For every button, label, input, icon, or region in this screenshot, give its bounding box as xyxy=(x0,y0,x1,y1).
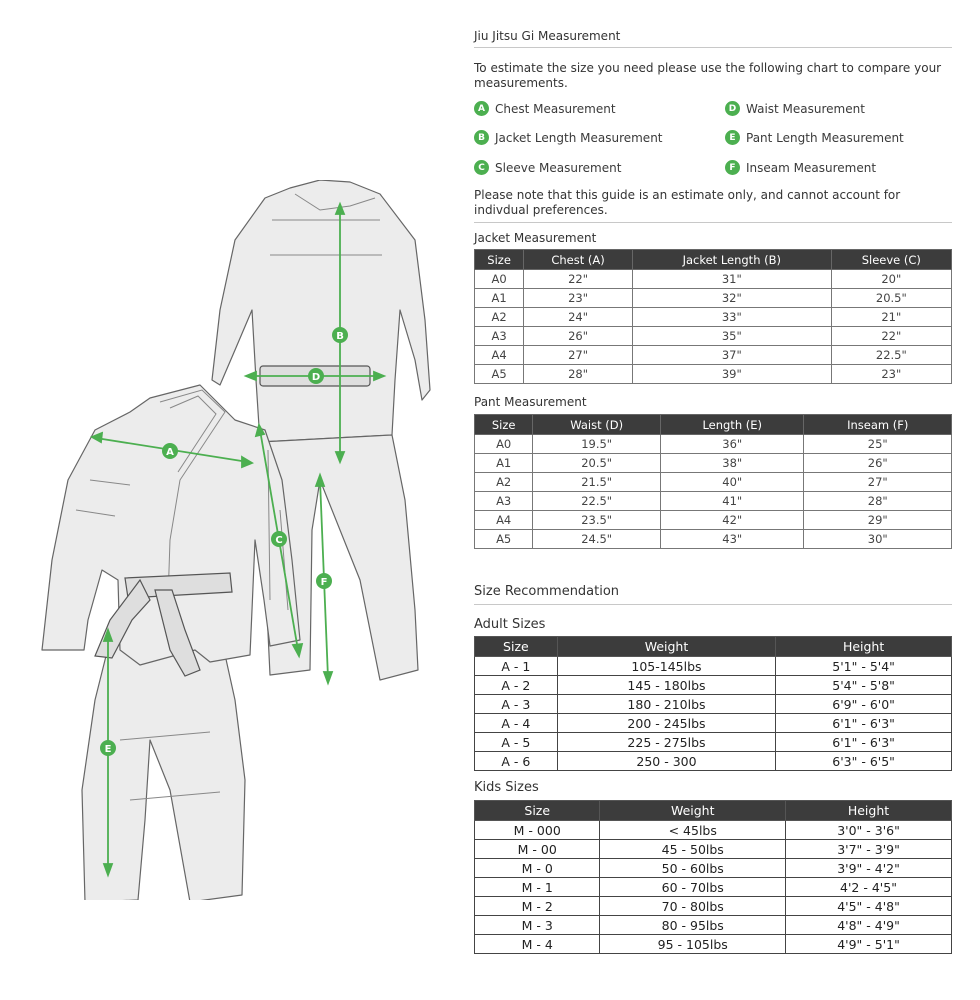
table-cell: 27" xyxy=(524,346,633,365)
divider xyxy=(474,604,952,605)
table-cell: A5 xyxy=(475,365,524,384)
svg-text:E: E xyxy=(104,744,112,755)
table-cell: A4 xyxy=(475,511,533,530)
marker-b xyxy=(332,327,348,343)
adult-table xyxy=(474,636,952,771)
table-cell: 4'5" - 4'8" xyxy=(786,897,952,916)
marker-f xyxy=(316,573,332,589)
table-cell: 50 - 60lbs xyxy=(600,859,786,878)
table-row xyxy=(475,695,952,714)
kids-label: Kids Sizes xyxy=(474,780,539,795)
table-cell: 23" xyxy=(831,365,951,384)
table-cell: 40" xyxy=(660,473,804,492)
intro-text: To estimate the size you need please use the following chart to compare your measurements. xyxy=(474,61,942,90)
legend-label: Waist Measurement xyxy=(746,101,865,116)
column-header: Chest (A) xyxy=(524,250,633,270)
column-header: Length (E) xyxy=(660,415,804,435)
table-cell: 4'8" - 4'9" xyxy=(786,916,952,935)
table-cell: A - 2 xyxy=(475,676,558,695)
table-cell: 38" xyxy=(660,454,804,473)
table-row xyxy=(475,308,952,327)
table-cell: 35" xyxy=(632,327,831,346)
table-cell: 80 - 95lbs xyxy=(600,916,786,935)
table-cell: A1 xyxy=(475,289,524,308)
table-row xyxy=(475,289,952,308)
svg-text:C: C xyxy=(275,535,283,546)
table-cell: 24" xyxy=(524,308,633,327)
table-cell: 60 - 70lbs xyxy=(600,878,786,897)
table-cell: 20.5" xyxy=(533,454,661,473)
marker-d xyxy=(308,368,324,384)
table-cell: A - 5 xyxy=(475,733,558,752)
table-row xyxy=(475,821,952,840)
table-cell: 25" xyxy=(804,435,952,454)
table-cell: 37" xyxy=(632,346,831,365)
table-cell: 70 - 80lbs xyxy=(600,897,786,916)
column-header: Height xyxy=(776,637,952,657)
pant-label: Pant Measurement xyxy=(474,395,587,409)
table-body xyxy=(475,821,952,954)
table-cell: M - 0 xyxy=(475,859,600,878)
legend-item-b xyxy=(474,130,663,145)
table-cell: 105-145lbs xyxy=(557,657,775,676)
table-cell: 225 - 275lbs xyxy=(557,733,775,752)
table-row xyxy=(475,714,952,733)
table-row xyxy=(475,435,952,454)
column-header: Height xyxy=(786,801,952,821)
table-cell: A - 6 xyxy=(475,752,558,771)
badge-c-icon: C xyxy=(474,160,489,175)
table-cell: 32" xyxy=(632,289,831,308)
table-cell: A - 4 xyxy=(475,714,558,733)
badge-b-icon: B xyxy=(474,130,489,145)
divider xyxy=(474,47,952,48)
pant-table xyxy=(474,414,952,549)
column-header: Weight xyxy=(600,801,786,821)
table-row xyxy=(475,676,952,695)
table-cell: M - 3 xyxy=(475,916,600,935)
kids-table xyxy=(474,800,952,954)
table-row xyxy=(475,454,952,473)
table-cell: 30" xyxy=(804,530,952,549)
column-header: Jacket Length (B) xyxy=(632,250,831,270)
table-cell: 200 - 245lbs xyxy=(557,714,775,733)
disclaimer-note: Please note that this guide is an estimate only, and cannot account for indivdual preferences. xyxy=(474,188,901,217)
column-header: Size xyxy=(475,801,600,821)
table-cell: A2 xyxy=(475,473,533,492)
svg-text:B: B xyxy=(336,331,344,342)
table-cell: 42" xyxy=(660,511,804,530)
marker-c xyxy=(271,531,287,547)
table-cell: 31" xyxy=(632,270,831,289)
table-row xyxy=(475,530,952,549)
column-header: Weight xyxy=(557,637,775,657)
table-cell: 24.5" xyxy=(533,530,661,549)
table-cell: A - 3 xyxy=(475,695,558,714)
table-cell: A5 xyxy=(475,530,533,549)
legend-label: Sleeve Measurement xyxy=(495,160,622,175)
badge-e-icon: E xyxy=(725,130,740,145)
svg-text:F: F xyxy=(320,577,328,588)
column-header: Size xyxy=(475,637,558,657)
table-row xyxy=(475,473,952,492)
table-body xyxy=(475,657,952,771)
jacket-label: Jacket Measurement xyxy=(474,231,597,245)
table-cell: 22.5" xyxy=(533,492,661,511)
table-row xyxy=(475,752,952,771)
table-row xyxy=(475,657,952,676)
svg-text:D: D xyxy=(311,372,321,383)
legend-label: Jacket Length Measurement xyxy=(495,130,663,145)
table-cell: 5'4" - 5'8" xyxy=(776,676,952,695)
legend-label: Chest Measurement xyxy=(495,101,616,116)
table-cell: M - 4 xyxy=(475,935,600,954)
table-cell: 6'1" - 6'3" xyxy=(776,733,952,752)
table-cell: 6'9" - 6'0" xyxy=(776,695,952,714)
column-header: Inseam (F) xyxy=(804,415,952,435)
table-cell: 145 - 180lbs xyxy=(557,676,775,695)
table-cell: 45 - 50lbs xyxy=(600,840,786,859)
table-body xyxy=(475,270,952,384)
table-cell: 3'7" - 3'9" xyxy=(786,840,952,859)
table-cell: M - 00 xyxy=(475,840,600,859)
table-cell: M - 1 xyxy=(475,878,600,897)
badge-f-icon: F xyxy=(725,160,740,175)
table-cell: 3'0" - 3'6" xyxy=(786,821,952,840)
table-cell: A3 xyxy=(475,327,524,346)
marker-a xyxy=(162,443,178,459)
table-cell: 180 - 210lbs xyxy=(557,695,775,714)
table-cell: 4'2 - 4'5" xyxy=(786,878,952,897)
table-cell: A0 xyxy=(475,270,524,289)
divider xyxy=(474,222,952,223)
table-cell: 20.5" xyxy=(831,289,951,308)
table-cell: 22.5" xyxy=(831,346,951,365)
table-row xyxy=(475,859,952,878)
table-cell: A0 xyxy=(475,435,533,454)
marker-e xyxy=(100,740,116,756)
legend-label: Pant Length Measurement xyxy=(746,130,904,145)
column-header: Size xyxy=(475,415,533,435)
table-cell: 23.5" xyxy=(533,511,661,530)
table-cell: 28" xyxy=(804,492,952,511)
table-cell: 21" xyxy=(831,308,951,327)
table-row xyxy=(475,878,952,897)
table-row xyxy=(475,733,952,752)
table-cell: A4 xyxy=(475,346,524,365)
table-cell: 27" xyxy=(804,473,952,492)
table-cell: 22" xyxy=(831,327,951,346)
column-header: Size xyxy=(475,250,524,270)
table-cell: 41" xyxy=(660,492,804,511)
table-cell: 5'1" - 5'4" xyxy=(776,657,952,676)
table-row xyxy=(475,346,952,365)
table-cell: M - 000 xyxy=(475,821,600,840)
table-cell: 22" xyxy=(524,270,633,289)
table-row xyxy=(475,840,952,859)
table-cell: 23" xyxy=(524,289,633,308)
table-cell: A - 1 xyxy=(475,657,558,676)
legend-label: Inseam Measurement xyxy=(746,160,877,175)
table-cell: 33" xyxy=(632,308,831,327)
table-body xyxy=(475,435,952,549)
svg-text:A: A xyxy=(166,447,174,458)
adult-label: Adult Sizes xyxy=(474,617,546,632)
table-cell: < 45lbs xyxy=(600,821,786,840)
table-cell: 3'9" - 4'2" xyxy=(786,859,952,878)
table-cell: 43" xyxy=(660,530,804,549)
table-cell: 21.5" xyxy=(533,473,661,492)
table-cell: 19.5" xyxy=(533,435,661,454)
jacket-table xyxy=(474,249,952,384)
table-cell: 36" xyxy=(660,435,804,454)
table-cell: M - 2 xyxy=(475,897,600,916)
table-cell: 4'9" - 5'1" xyxy=(786,935,952,954)
table-cell: 95 - 105lbs xyxy=(600,935,786,954)
table-cell: A3 xyxy=(475,492,533,511)
table-cell: 26" xyxy=(524,327,633,346)
table-cell: A2 xyxy=(475,308,524,327)
legend-item-d xyxy=(725,101,865,116)
table-row xyxy=(475,492,952,511)
legend-item-c xyxy=(474,160,621,175)
legend-item-e xyxy=(725,130,904,145)
gi-illustration xyxy=(20,180,460,900)
table-row xyxy=(475,916,952,935)
table-cell: 26" xyxy=(804,454,952,473)
table-cell: 28" xyxy=(524,365,633,384)
legend-item-f xyxy=(725,160,876,175)
table-cell: 6'1" - 6'3" xyxy=(776,714,952,733)
table-row xyxy=(475,327,952,346)
page-title: Jiu Jitsu Gi Measurement xyxy=(474,29,621,43)
table-row xyxy=(475,935,952,954)
recommendation-label: Size Recommendation xyxy=(474,584,620,599)
column-header: Waist (D) xyxy=(533,415,661,435)
table-row xyxy=(475,270,952,289)
table-row xyxy=(475,897,952,916)
table-cell: 20" xyxy=(831,270,951,289)
table-cell: 250 - 300 xyxy=(557,752,775,771)
badge-a-icon: A xyxy=(474,101,489,116)
table-cell: A1 xyxy=(475,454,533,473)
table-row xyxy=(475,511,952,530)
column-header: Sleeve (C) xyxy=(831,250,951,270)
table-row xyxy=(475,365,952,384)
table-cell: 6'3" - 6'5" xyxy=(776,752,952,771)
table-cell: 39" xyxy=(632,365,831,384)
legend-item-a xyxy=(474,101,616,116)
table-cell: 29" xyxy=(804,511,952,530)
badge-d-icon: D xyxy=(725,101,740,116)
